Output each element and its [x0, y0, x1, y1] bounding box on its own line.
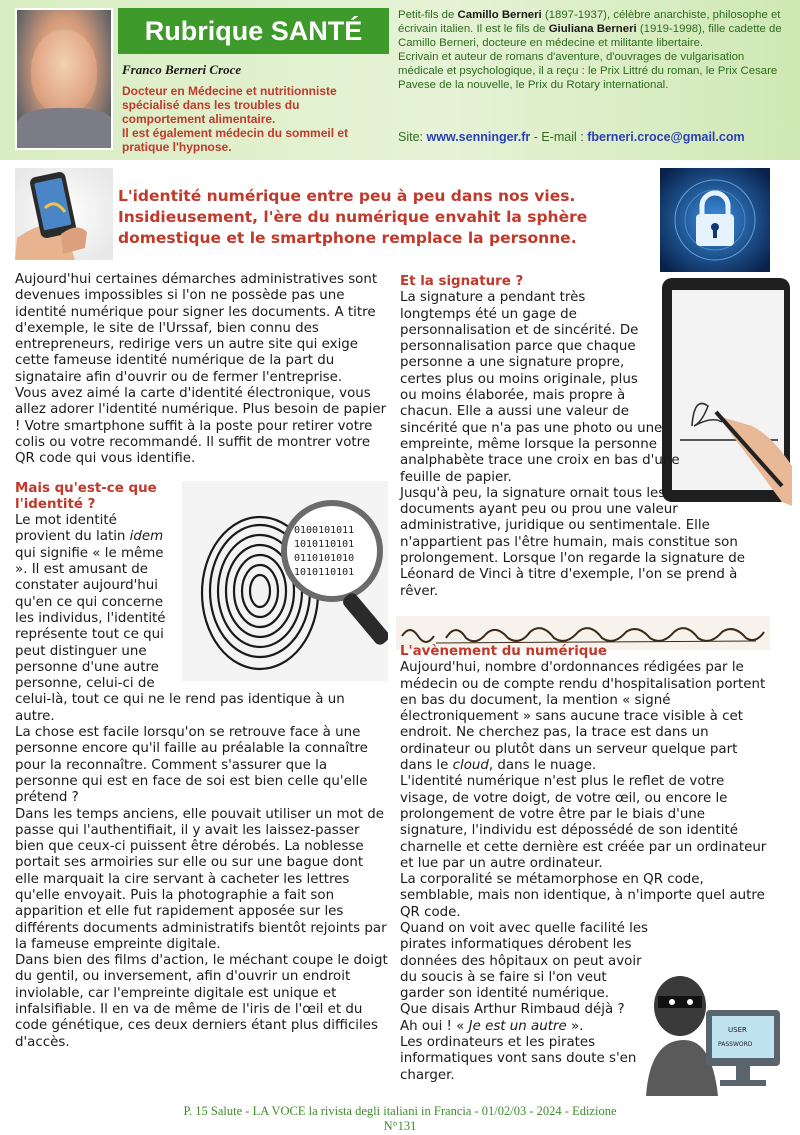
text: , dans le nuage. [488, 758, 597, 774]
right-paragraph-6: Quand on voit avec quelle facilité les pirates informatiques dérobent les données des hôpitaux on peut avoir du soucis à se faire si l'on veut garder son identité numérique. [400, 920, 649, 1002]
left-paragraph-2: Vous avez aimé la carte d'identité électronique, vous allez adorer l'identité numérique. Plus besoin de papier ! Votre smartphone suffit à la poste pour retirer votre colis ou votre recommandé. Il suffit de montrer votre QR code qui vous identifie. [15, 386, 387, 467]
email-link[interactable]: fberneri.croce@gmail.com [587, 130, 745, 144]
site-link[interactable]: www.senninger.fr [426, 130, 531, 144]
left-paragraph-5: Dans les temps anciens, elle pouvait utiliser un mot de passe qui l'authentifiait, il y avait les laissez-passer bien que ceux-ci puissent être dérobés. La noblesse portait ses armoiries sur elle ou sur une bague dont elle marquait la cire servant à cacheter les lettres qu'elle envoyait. Puis la photographie a fait son apparition et elle fut rapidement apposée sur les différents documents administratifs bientôt rejoints par la fameuse empreinte digitale. [15, 806, 387, 952]
text: Aujourd'hui, nombre d'ordonnances rédigées par le médecin ou de compte rendu d'hospitalisation portent en bas du document, la mention « signé électroniquement » sans aucune trace visible à cet endroit. Ne cherchez pas, la trace est dans un ordinateur ou plutôt dans un serveur quelque part dans le [400, 660, 766, 774]
author-shirt [17, 108, 113, 148]
right-paragraph-9: Les ordinateurs et les pirates informatiques vont sans doute s'en charger. [400, 1035, 637, 1083]
digital-lock-image [660, 168, 770, 272]
binary-text-4: 1010110101 [294, 566, 355, 578]
binary-text-1: 0100101011 [294, 524, 355, 536]
bio-name-camillo: Camillo Berneri [457, 9, 542, 21]
identity-section [15, 481, 388, 725]
author-portrait [15, 8, 113, 150]
author-description [122, 84, 384, 154]
binary-text-3: 0110101010 [294, 552, 355, 564]
bio-name-giuliana: Giuliana Berneri [548, 23, 637, 35]
site-label: Site: [398, 130, 427, 144]
rubrique-title: Rubrique SANTÉ [118, 8, 389, 54]
fingerprint-magnifier-image [182, 481, 388, 681]
right-paragraph-5: La corporalité se métamorphose en QR code, semblable, mais non identique, à n'importe quel autre QR code. [400, 872, 765, 920]
signature-image-spacer [400, 600, 772, 644]
italic-cloud: cloud [452, 758, 489, 774]
bio-paragraph-1 [398, 8, 786, 50]
bio-paragraph-2: Ecrivain et auteur de romans d'aventure, d'ouvrages de vulgarisation médicale et psychologique, il a reçu : le Prix Littré du roman, le Prix Cesare Pavese de la nouvelle, le Prix du Rotary international. [398, 51, 778, 91]
text: Ah oui ! « [400, 1018, 469, 1034]
page-footer: P. 15 Salute - LA VOCE la rivista degli italiani in Francia - 01/02/03 - 2024 - Edizione N°131 [183, 1104, 617, 1133]
right-paragraph-1: La signature a pendant très longtemps été un gage de personnalisation et de sincérité. De personnalisation parce que chaque personne a une signature propre, certes plus ou moins originale, plus ou moins élaborée, mais propre à chacun. Elle a aussi une valeur de sincérité que n'a pas une photo ou une empreinte, même lorsque la personne analphabète trace une croix en bas d'une feuille de papier. [400, 290, 680, 485]
left-column [15, 272, 388, 1051]
signature-text-block [400, 290, 772, 600]
right-paragraph-2: Jusqu'à peu, la signature ornait tous les documents ayant peu ou prou une valeur administrative, juridique ou sentimentale. Elle n'appartient pas l'être humain, mais constitue son prolongement. Lorsque l'on regarde la signature de Léonard de Vinci à titre d'exemple, l'on se prend à rêver. [400, 485, 745, 599]
left-paragraph-6: Dans bien des films d'action, le méchant coupe le doigt du gentil, ou inversement, afin d'ouvrir un endroit inviolable, car l'empreinte digitale est unique et infalsifiable. Il en va de même de l'iris de l'œil et du code génétique, ces deux derniers étant plus difficiles d'accès. [15, 953, 388, 1050]
text: qui signifie « le même ». Il est amusant de constater aujourd'hui qu'en ce qui concerne les individus, l'identité représente tout ce qui peut distinguer une personne d'une autre personne, celui-ci de celui-là, tout ce qui ne le rend pas identique à un autre. [15, 545, 345, 724]
section-title-numerique: L'avènement du numérique [400, 643, 607, 659]
author-bio [398, 8, 786, 92]
italic-idem: idem [129, 529, 164, 545]
left-paragraph-4: La chose est facile lorsqu'on se retrouve face à une personne encore qu'il faille au préalable la connaître pour la reconnaître. Comment s'assurer que la personne qui est en face de soi est bien celle qu'elle prétend ? [15, 725, 368, 806]
text: Le mot identité provient du latin [15, 513, 130, 545]
header-band [0, 0, 800, 160]
italic-quote: Je est un autre [468, 1018, 567, 1034]
hacker-badge-password: PASSWORD [718, 1041, 753, 1048]
text: ». [566, 1018, 584, 1034]
author-face [31, 30, 97, 114]
section-title-signature: Et la signature ? [400, 274, 524, 289]
hacker-float-spacer [642, 921, 772, 1061]
spacer [15, 468, 388, 481]
bio-text: Petit-fils de [398, 9, 458, 21]
right-paragraph-7: Que disais Arthur Rimbaud déjà ? [400, 1002, 625, 1018]
section-title-identity: Mais qu'est-ce que l'identité ? [15, 480, 157, 512]
right-paragraph-3 [400, 660, 772, 774]
contact-line [398, 130, 745, 144]
hacker-wrap-block [400, 921, 772, 1084]
email-label: - E-mail : [530, 130, 588, 144]
hacker-badge-user: USER [728, 1026, 747, 1034]
bio-text: (1919-1998), fille cadette de Camillo Berneri, docteure en médecine et militante libertaire. [398, 23, 782, 49]
author-name: Franco Berneri Croce [122, 62, 242, 77]
right-column [400, 274, 772, 1084]
author-desc-line-1: Docteur en Médecine et nutritionniste spécialisé dans les troubles du comportement alimentaire. [122, 84, 337, 126]
smartphone-hand-image [15, 168, 113, 260]
author-desc-line-2: Il est également médecin du sommeil et pratique l'hypnose. [122, 126, 349, 154]
intro-lead: L'identité numérique entre peu à peu dans nos vies. Insidieusement, l'ère du numérique envahit la sphère domestique et le smartphone remplace la personne. [118, 187, 588, 247]
bio-text: (1897-1937), célèbre anarchiste, philosophe et écrivain italien. Il est le fils de [398, 9, 781, 35]
binary-text-2: 1010110101 [294, 538, 355, 550]
left-paragraph-1: Aujourd'hui certaines démarches administratives sont devenues impossibles si l'on ne possède pas une identité numérique pour signer les documents. A titre d'exemple, le site de l'Urssaf, bien connu des entrepreneurs, redirige vers un autre site qui exige cette fameuse identité numérique de la part du signataire afin d'ouvrir ou de fermer l'entreprise. [15, 272, 378, 385]
right-paragraph-4: L'identité numérique n'est plus le reflet de votre visage, de votre doigt, de votre œil, ou encore le prolongement de votre être par le biais d'une signature, l'individu est dépossédé de son identité charnelle et cette dernière est créée par un ordinateur et lue par un autre ordinateur. [400, 774, 767, 871]
